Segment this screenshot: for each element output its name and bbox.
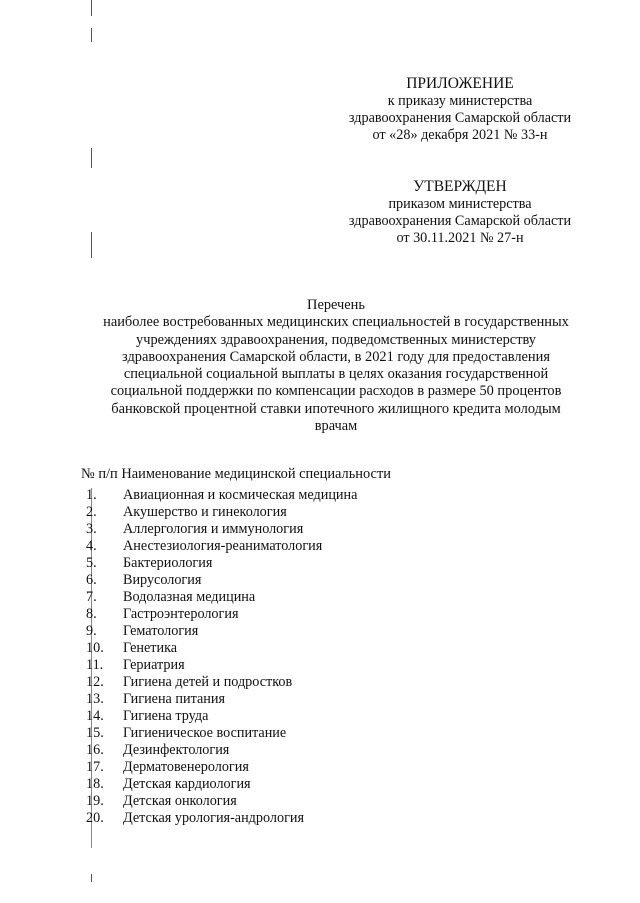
item-number: 8. xyxy=(86,606,97,622)
item-number: 1. xyxy=(86,487,97,503)
title-line: наиболее востребованных медицинских специальностей в государственных xyxy=(103,314,569,331)
item-name: Генетика xyxy=(123,640,178,656)
title-line: банковской процентной ставки ипотечного жилищного кредита молодым xyxy=(111,400,561,417)
item-name: Гигиена питания xyxy=(123,691,225,707)
item-number: 20. xyxy=(86,810,104,826)
item-name: Гигиена детей и подростков xyxy=(123,674,293,690)
item-number: 17. xyxy=(86,759,104,775)
document-title xyxy=(86,297,586,435)
list-item xyxy=(0,776,640,793)
item-number: 3. xyxy=(86,521,97,537)
list-item xyxy=(0,708,640,725)
appendix-line: к приказу министерства xyxy=(387,93,533,109)
item-name: Дезинфектология xyxy=(123,742,230,758)
list-item xyxy=(0,691,640,708)
item-number: 7. xyxy=(86,589,97,605)
title-line: учреждениях здравоохранения, подведомственных министерству xyxy=(136,331,536,348)
item-name: Гигиена труда xyxy=(123,708,209,724)
scan-margin-line xyxy=(91,28,92,42)
item-number: 19. xyxy=(86,793,104,809)
list-item xyxy=(0,521,640,538)
item-name: Гигиеническое воспитание xyxy=(123,725,287,741)
list-item xyxy=(0,759,640,776)
item-number: 10. xyxy=(86,640,104,656)
scan-margin-line xyxy=(91,874,92,882)
item-name: Детская онкология xyxy=(123,793,237,809)
header-name: Наименование медицинской специальности xyxy=(121,466,391,482)
item-number: 16. xyxy=(86,742,104,758)
list-item xyxy=(0,793,640,810)
item-name: Гастроэнтерология xyxy=(123,606,239,622)
item-name: Гематология xyxy=(123,623,199,639)
appendix-line: от «28» декабря 2021 № 33-н xyxy=(372,127,548,143)
list-item xyxy=(0,572,640,589)
item-name: Детская кардиология xyxy=(123,776,251,792)
list-item xyxy=(0,725,640,742)
list-item xyxy=(0,606,640,623)
scan-margin-line xyxy=(91,148,92,168)
approved-line: приказом министерства xyxy=(388,196,532,212)
approved-block xyxy=(300,177,620,247)
title-line: социальной поддержки по компенсации расходов в размере 50 процентов xyxy=(110,383,562,400)
title-line: специальной социальной выплаты в целях оказания государственной xyxy=(123,366,549,383)
item-name: Вирусология xyxy=(123,572,202,588)
item-name: Аллергология и иммунология xyxy=(123,521,304,537)
item-number: 5. xyxy=(86,555,97,571)
appendix-heading: ПРИЛОЖЕНИЕ xyxy=(406,75,514,92)
item-number: 9. xyxy=(86,623,97,639)
item-name: Водолазная медицина xyxy=(123,589,256,605)
item-number: 12. xyxy=(86,674,104,690)
item-name: Бактериология xyxy=(123,555,213,571)
item-name: Авиационная и космическая медицина xyxy=(123,487,358,503)
list-item xyxy=(0,640,640,657)
list-item xyxy=(0,674,640,691)
list-item xyxy=(0,657,640,674)
list-item xyxy=(0,589,640,606)
item-number: 6. xyxy=(86,572,97,588)
list-item xyxy=(0,487,640,504)
approved-line: от 30.11.2021 № 27-н xyxy=(396,230,524,246)
item-name: Гериатрия xyxy=(123,657,185,673)
scan-margin-line xyxy=(91,232,92,258)
appendix-block xyxy=(300,74,620,144)
list-header xyxy=(81,466,391,483)
header-number: № п/п xyxy=(81,466,118,482)
item-number: 4. xyxy=(86,538,97,554)
item-name: Акушерство и гинекология xyxy=(123,504,287,520)
list-item xyxy=(0,810,640,827)
title-line: врачам xyxy=(314,418,358,435)
list-item xyxy=(0,742,640,759)
appendix-line: здравоохранения Самарской области xyxy=(348,110,572,126)
item-number: 13. xyxy=(86,691,104,707)
title-line: здравоохранения Самарской области, в 2021 году для предоставления xyxy=(122,348,550,365)
list-item xyxy=(0,623,640,640)
list-item xyxy=(0,504,640,521)
approved-line: здравоохранения Самарской области xyxy=(348,213,572,229)
item-number: 11. xyxy=(86,657,104,673)
item-name: Детская урология-андрология xyxy=(123,810,305,826)
list-item xyxy=(0,555,640,572)
item-number: 14. xyxy=(86,708,104,724)
item-number: 15. xyxy=(86,725,104,741)
scan-margin-line xyxy=(91,0,92,16)
specialty-list xyxy=(0,487,640,827)
item-name: Дерматовенерология xyxy=(123,759,249,775)
list-item xyxy=(0,538,640,555)
approved-heading: УТВЕРЖДЕН xyxy=(413,178,507,195)
item-number: 2. xyxy=(86,504,97,520)
title-heading: Перечень xyxy=(307,297,365,313)
item-number: 18. xyxy=(86,776,104,792)
item-name: Анестезиология-реаниматология xyxy=(123,538,323,554)
